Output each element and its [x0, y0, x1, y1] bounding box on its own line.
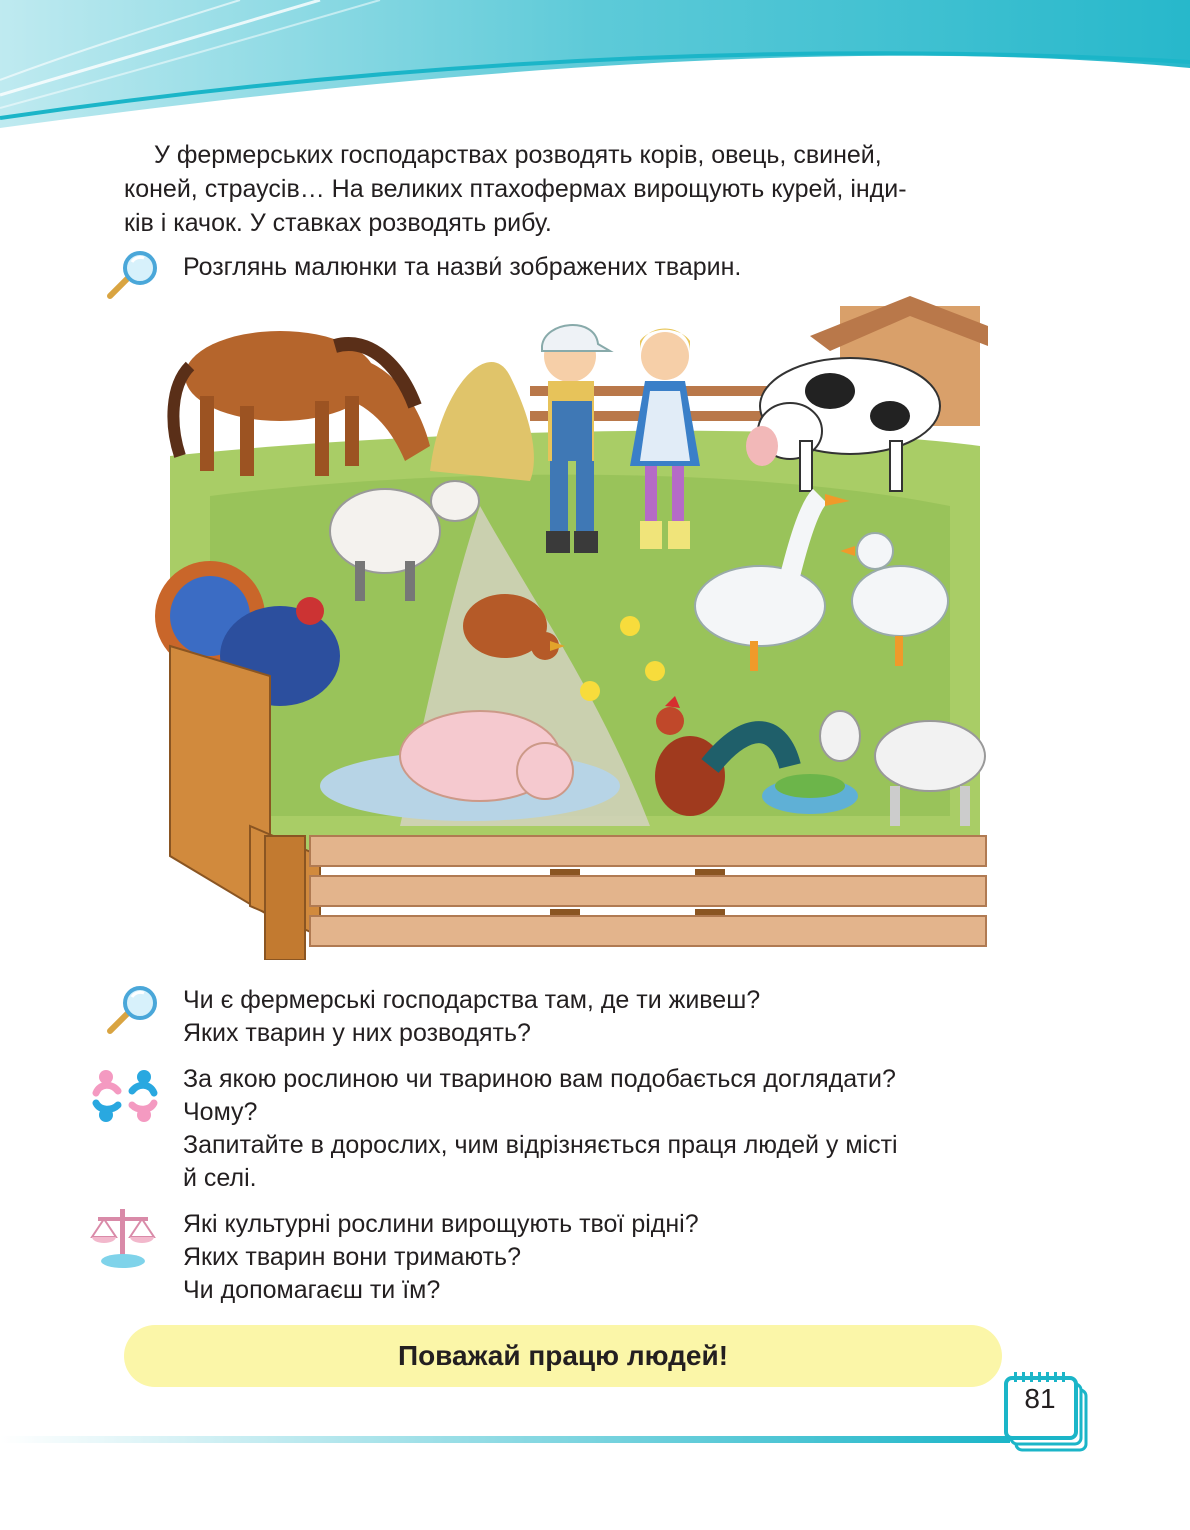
task-4-line-3: Чи допомагаєш ти їм?: [183, 1276, 441, 1304]
task-4-line-2: Яких тварин вони тримають?: [183, 1243, 521, 1271]
page-number: 81: [1024, 1383, 1056, 1414]
task-1: [183, 251, 741, 284]
farm-scene-illustration: [150, 296, 988, 960]
task-3-line-4: й селі.: [183, 1164, 257, 1192]
motto-text: Поважай працю людей!: [397, 1340, 729, 1371]
task-3: [183, 1063, 898, 1195]
intro-paragraph: [124, 138, 1004, 240]
footer-divider: [0, 1436, 1010, 1443]
intro-line-1: У фермерських господарствах розводять корів, овець, свиней,: [154, 141, 882, 169]
group-work-icon: [92, 1065, 160, 1131]
task-3-line-3: Запитайте в дорослих, чим відрізняється праця людей у місті: [183, 1131, 898, 1159]
task-3-line-1: За якою рослиною чи твариною вам подобається доглядати?: [183, 1065, 896, 1093]
magnifier-icon: [104, 985, 160, 1037]
task-2-line-1: Чи є фермерські господарства там, де ти живеш?: [183, 986, 761, 1014]
intro-line-3: ків і качок. У ставках розводять рибу.: [124, 209, 552, 237]
magnifier-icon: [104, 250, 160, 302]
motto-banner: [124, 1325, 1002, 1387]
task-4-line-1: Які культурні рослини вирощують твої рідні?: [183, 1210, 699, 1238]
intro-line-2: коней, страусів… На великих птахофермах вирощують курей, інди-: [124, 175, 907, 203]
scales-icon: [90, 1205, 156, 1269]
header-swoosh: [0, 0, 1190, 140]
task-4: [183, 1208, 699, 1307]
task-3-line-2: Чому?: [183, 1098, 258, 1126]
task-1-text: Розглянь малюнки та назви́ зображених тварин.: [183, 253, 742, 281]
task-2: [183, 984, 760, 1050]
task-2-line-2: Яких тварин у них розводять?: [183, 1019, 531, 1047]
